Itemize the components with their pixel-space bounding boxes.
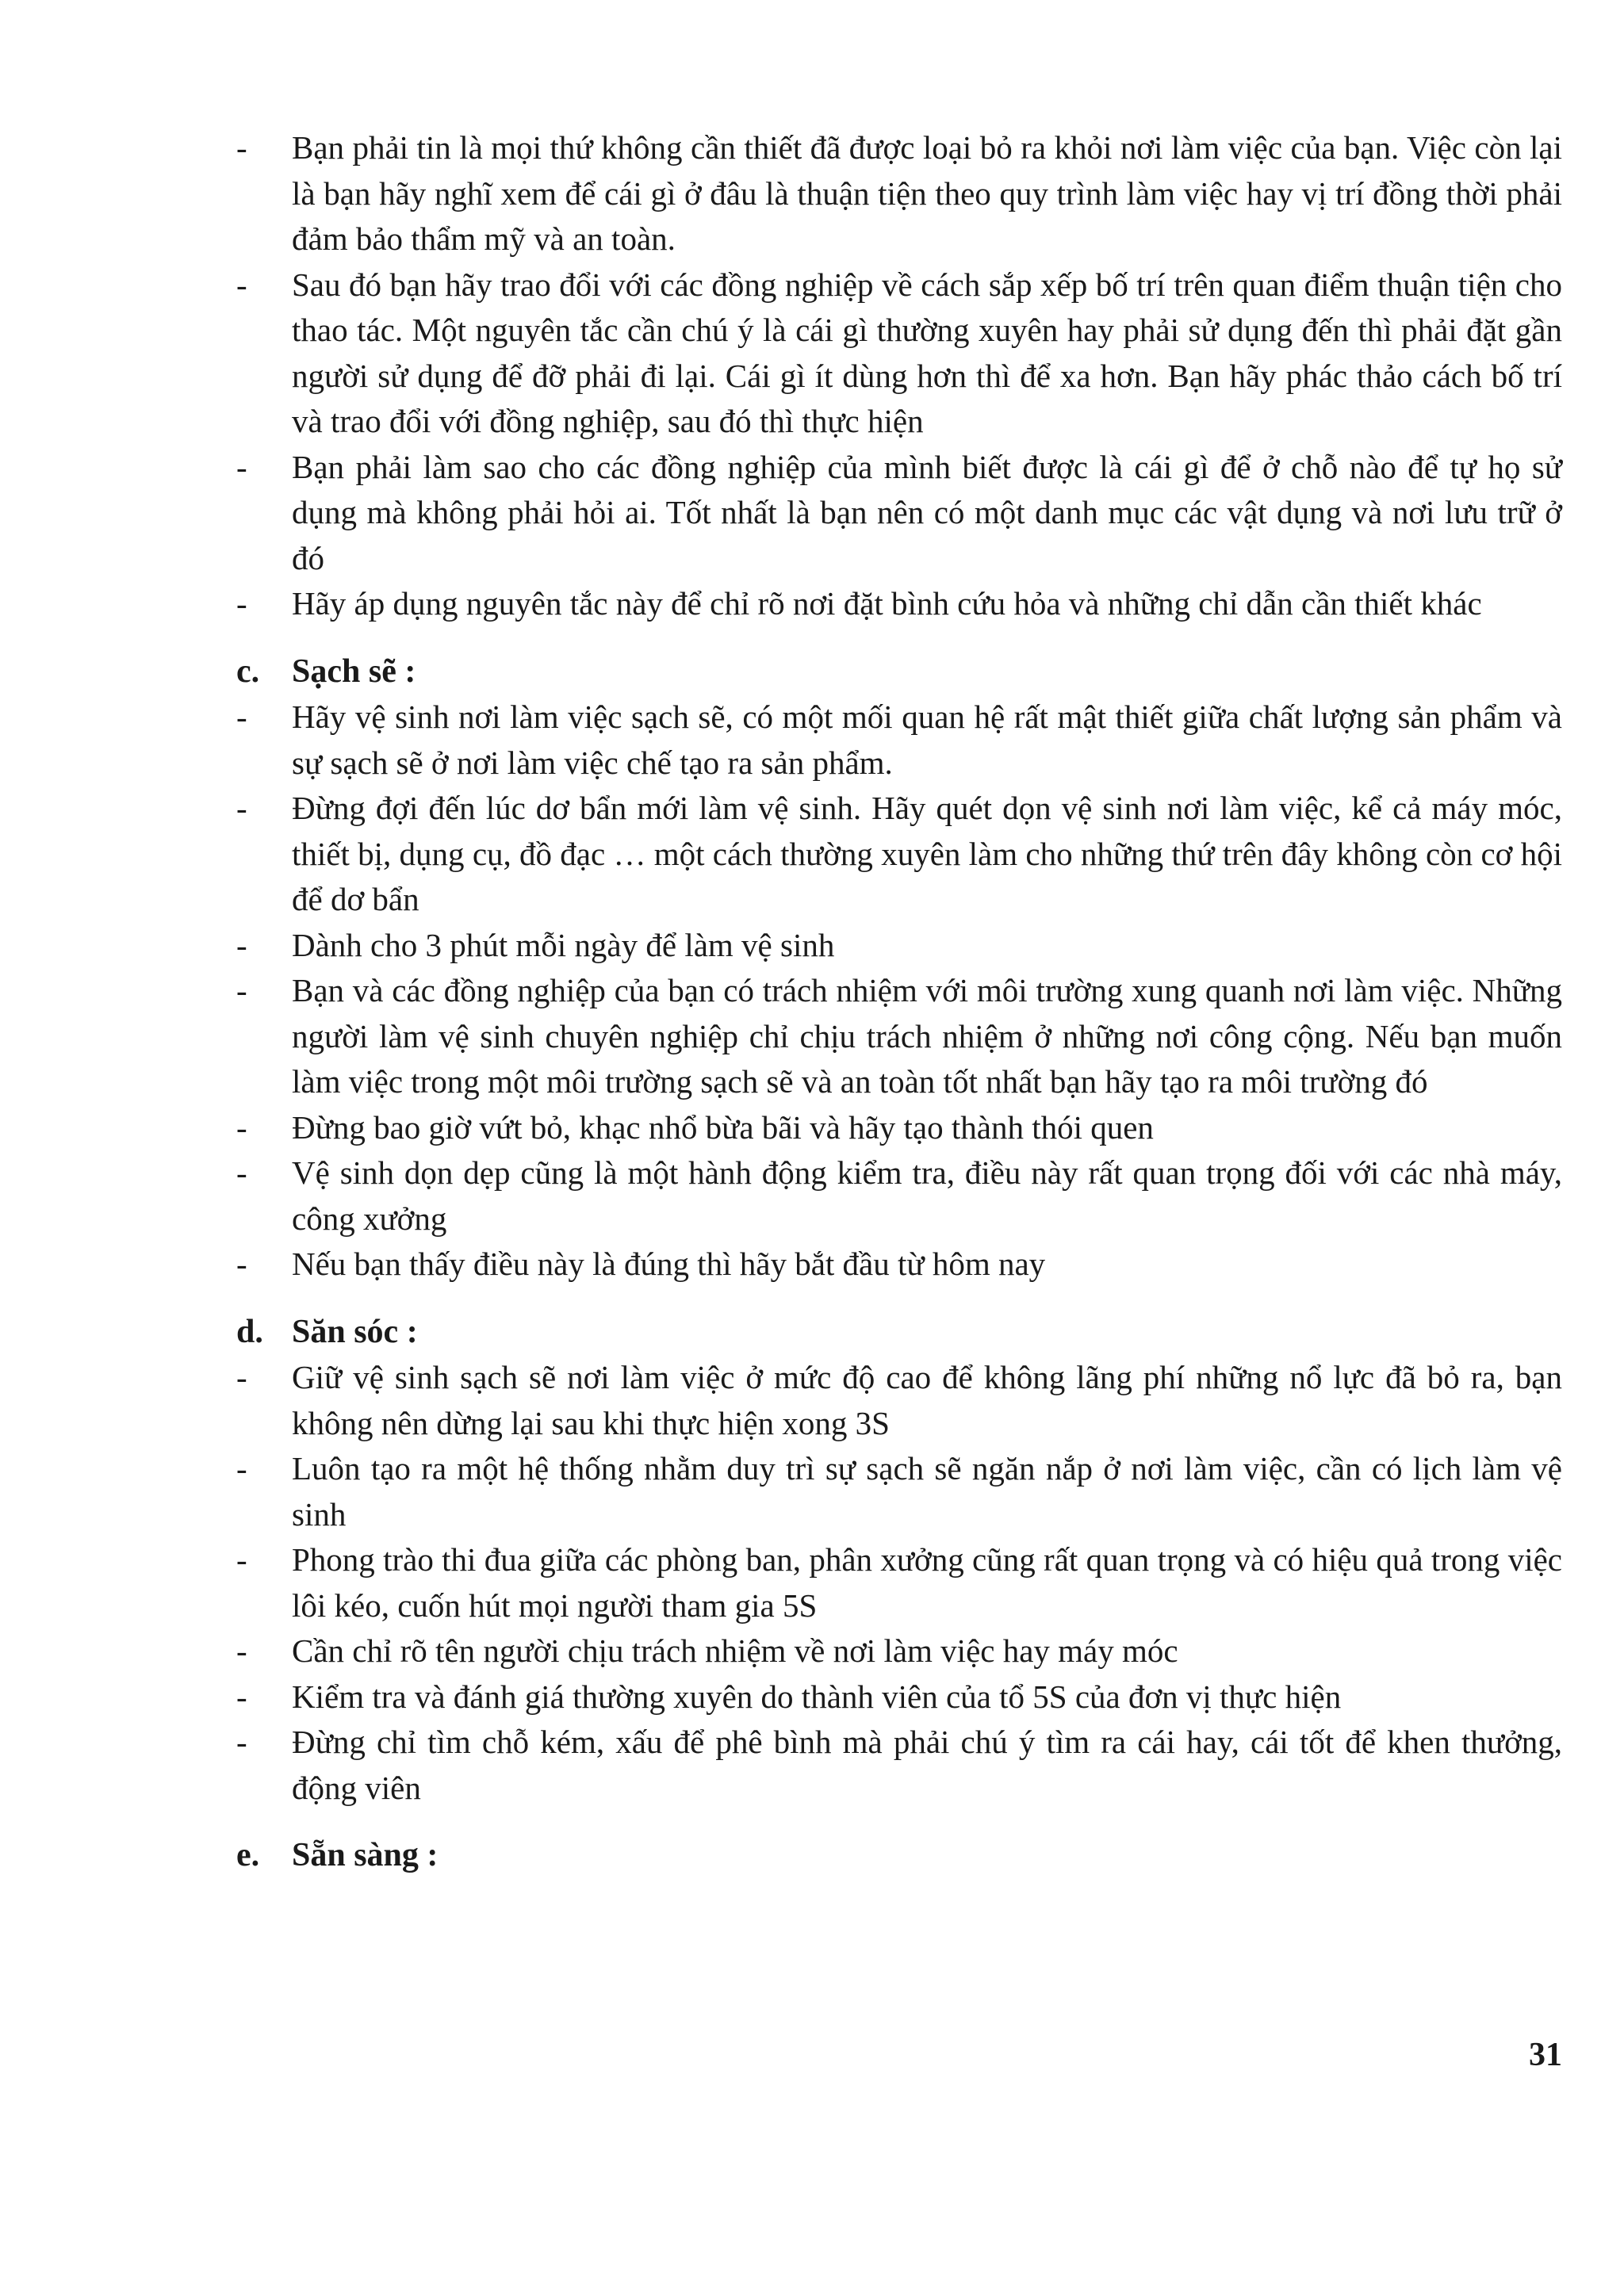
list-item-text: Bạn phải tin là mọi thứ không cần thiết đã được loại bỏ ra khỏi nơi làm việc của bạn. Việc còn lại là bạn hãy nghĩ xem để cái gì ở đâu là thuận tiện theo quy trình làm việc hay vị trí đồng thời phải đảm bảo thẩm mỹ và an toàn.: [292, 129, 1562, 257]
list-item-text: Đừng bao giờ vứt bỏ, khạc nhổ bừa bãi và hãy tạo thành thói quen: [292, 1108, 1154, 1146]
bullet-dash: -: [236, 1154, 247, 1191]
section-title: Săn sóc :: [292, 1313, 418, 1350]
bullet-dash: -: [236, 1724, 247, 1760]
list-item: [236, 1446, 1562, 1537]
intro-list: [236, 125, 1562, 627]
list-item: [236, 262, 1562, 445]
list-item: [236, 1355, 1562, 1446]
bullet-dash: -: [236, 1108, 247, 1146]
list-item: [236, 923, 1562, 969]
bullet-dash: -: [236, 1246, 247, 1282]
bullet-dash: -: [236, 585, 247, 622]
bullet-dash: -: [236, 1632, 247, 1669]
list-item: [236, 445, 1562, 582]
page-content: [236, 125, 1562, 1879]
list-item-text: Kiểm tra và đánh giá thường xuyên do thành viên của tổ 5S của đơn vị thực hiện: [292, 1678, 1342, 1715]
section-d-list: [236, 1355, 1562, 1811]
bullet-dash: -: [236, 1359, 247, 1395]
list-item-text: Phong trào thi đua giữa các phòng ban, phân xưởng cũng rất quan trọng và có hiệu quả trong việc lôi kéo, cuốn hút mọi người tham gia 5S: [292, 1541, 1562, 1624]
bullet-dash: -: [236, 926, 247, 963]
list-item: [236, 1150, 1562, 1242]
list-item: [236, 1628, 1562, 1674]
list-item: [236, 786, 1562, 923]
bullet-dash: -: [236, 1541, 247, 1578]
section-heading-e: [236, 1833, 1562, 1879]
section-title: Sạch sẽ :: [292, 652, 416, 690]
list-item: [236, 968, 1562, 1105]
list-item-text: Sau đó bạn hãy trao đổi với các đồng nghiệp về cách sắp xếp bố trí trên quan điểm thuận tiện cho thao tác. Một nguyên tắc cần chú ý là cái gì thường xuyên hay phải sử dụng đến thì phải đặt gần người sử dụng để đỡ phải đi lại. Cái gì ít dùng hơn thì để xa hơn. Bạn hãy phác thảo cách bố trí và trao đổi với đồng nghiệp, sau đó thì thực hiện: [292, 266, 1562, 439]
list-item: [236, 125, 1562, 262]
bullet-dash: -: [236, 129, 247, 166]
list-item-text: Giữ vệ sinh sạch sẽ nơi làm việc ở mức độ cao để không lãng phí những nổ lực đã bỏ ra, bạn không nên dừng lại sau khi thực hiện xong 3S: [292, 1359, 1562, 1441]
section-letter: d.: [236, 1313, 263, 1350]
bullet-dash: -: [236, 972, 247, 1008]
list-item: [236, 1720, 1562, 1811]
bullet-dash: -: [236, 1678, 247, 1715]
list-item-text: Bạn phải làm sao cho các đồng nghiệp của mình biết được là cái gì để ở chỗ nào để tự họ sử dụng mà không phải hỏi ai. Tốt nhất là bạn nên có một danh mục các vật dụng và nơi lưu trữ ở đó: [292, 448, 1562, 576]
list-item: [236, 581, 1562, 627]
list-item-text: Nếu bạn thấy điều này là đúng thì hãy bắt đầu từ hôm nay: [292, 1246, 1046, 1282]
list-item: [236, 1242, 1562, 1288]
section-letter: c.: [236, 652, 260, 690]
bullet-dash: -: [236, 1450, 247, 1487]
bullet-dash: -: [236, 698, 247, 735]
bullet-dash: -: [236, 448, 247, 485]
section-letter: e.: [236, 1837, 260, 1873]
list-item-text: Hãy vệ sinh nơi làm việc sạch sẽ, có một mối quan hệ rất mật thiết giữa chất lượng sản phẩm và sự sạch sẽ ở nơi làm việc chế tạo ra sản phẩm.: [292, 698, 1562, 781]
list-item-text: Luôn tạo ra một hệ thống nhằm duy trì sự sạch sẽ ngăn nắp ở nơi làm việc, cần có lịch làm vệ sinh: [292, 1450, 1562, 1533]
list-item: [236, 695, 1562, 786]
list-item-text: Cần chỉ rõ tên người chịu trách nhiệm về nơi làm việc hay máy móc: [292, 1632, 1178, 1669]
list-item-text: Bạn và các đồng nghiệp của bạn có trách nhiệm với môi trường xung quanh nơi làm việc. Những người làm vệ sinh chuyên nghiệp chỉ chịu trách nhiệm ở những nơi công cộng. Nếu bạn muốn làm việc trong một môi trường sạch sẽ và an toàn tốt nhất bạn hãy tạo ra môi trường đó: [292, 972, 1562, 1100]
list-item-text: Đừng chỉ tìm chỗ kém, xấu để phê bình mà phải chú ý tìm ra cái hay, cái tốt để khen thưởng, động viên: [292, 1724, 1562, 1806]
bullet-dash: -: [236, 790, 247, 826]
page-number: 31: [1529, 2037, 1562, 2073]
list-item: [236, 1537, 1562, 1628]
section-c-list: [236, 695, 1562, 1288]
list-item-text: Vệ sinh dọn dẹp cũng là một hành động kiểm tra, điều này rất quan trọng đối với các nhà máy, công xưởng: [292, 1154, 1562, 1237]
section-heading-c: [236, 649, 1562, 695]
list-item: [236, 1105, 1562, 1151]
list-item-text: Hãy áp dụng nguyên tắc này để chỉ rõ nơi đặt bình cứu hỏa và những chỉ dẫn cần thiết khác: [292, 585, 1482, 622]
section-heading-d: [236, 1310, 1562, 1356]
list-item-text: Đừng đợi đến lúc dơ bẩn mới làm vệ sinh. Hãy quét dọn vệ sinh nơi làm việc, kể cả máy móc, thiết bị, dụng cụ, đồ đạc … một cách thường xuyên làm cho những thứ trên đây không còn cơ hội để dơ bẩn: [292, 790, 1562, 917]
list-item-text: Dành cho 3 phút mỗi ngày để làm vệ sinh: [292, 926, 835, 963]
bullet-dash: -: [236, 266, 247, 303]
list-item: [236, 1674, 1562, 1720]
section-title: Sẵn sàng :: [292, 1837, 439, 1873]
